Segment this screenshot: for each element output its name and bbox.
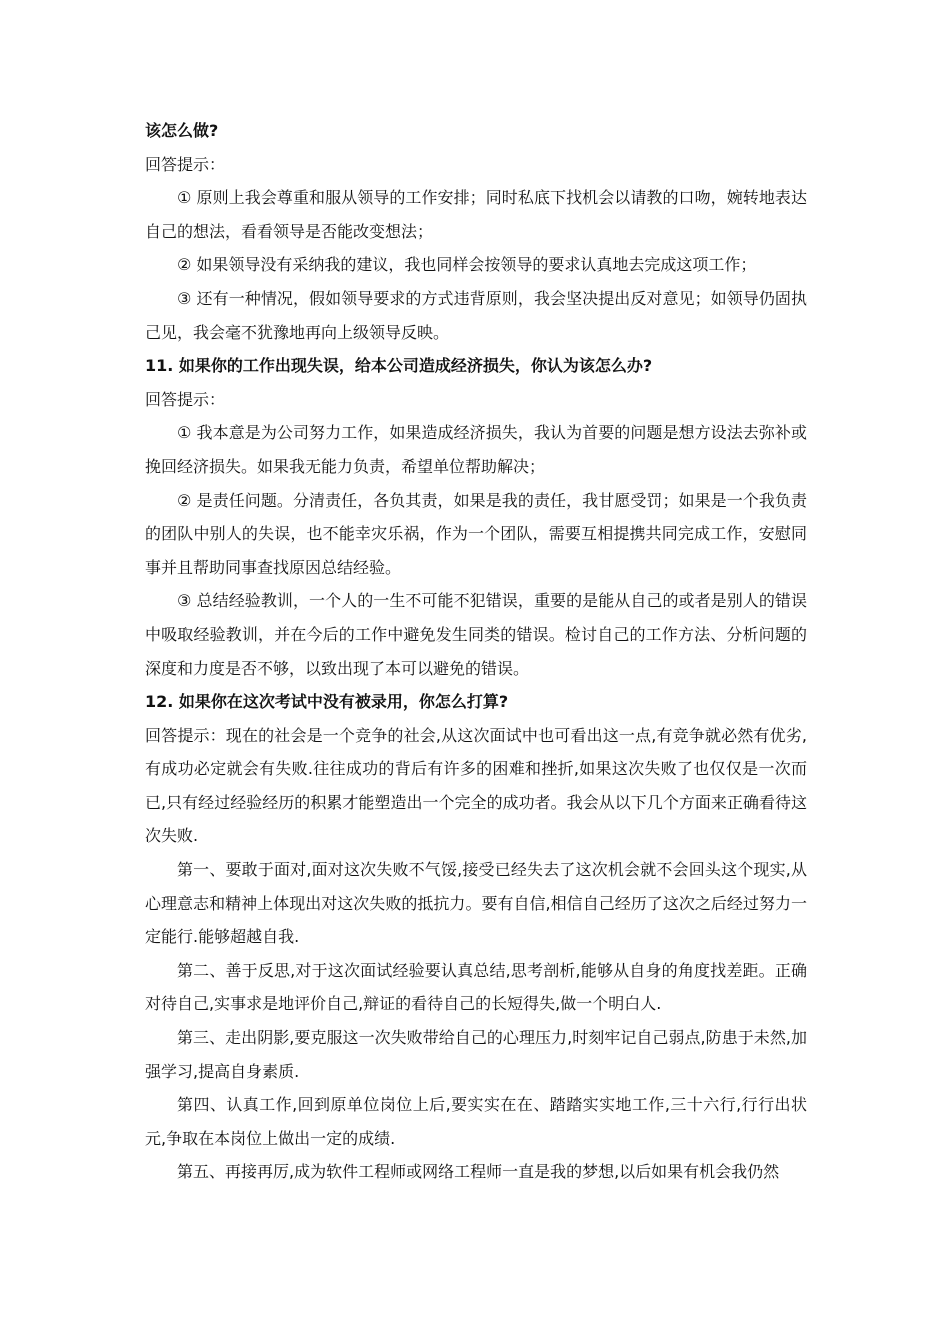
answer-point: 第三、走出阴影,要克服这一次失败带给自己的心理压力,时刻牢记自己弱点,防患于未然,加强学习,提高自身素质. — [145, 1028, 807, 1081]
answer-point: ② 如果领导没有采纳我的建议，我也同样会按领导的要求认真地去完成这项工作； — [177, 255, 757, 275]
answer-point: ① 我本意是为公司努力工作，如果造成经济损失，我认为首要的问题是想方设法去弥补或挽回经济损失。如果我无能力负责，希望单位帮助解决； — [145, 423, 807, 476]
answer-hint-label: 回答提示： — [145, 154, 226, 174]
answer-point: ② 是责任问题。分清责任，各负其责，如果是我的责任，我甘愿受罚；如果是一个我负责的团队中别人的失误，也不能幸灾乐祸，作为一个团队，需要互相提携共同完成工作，安慰同事并且帮助同事查找原因总结经验。 — [145, 490, 807, 577]
answer-hint-paragraph: 回答提示：现在的社会是一个竞争的社会,从这次面试中也可看出这一点,有竞争就必然有优劣,有成功必定就会有失败.往往成功的背后有许多的困难和挫折,如果这次失败了也仅仅是一次而已,只有经过经验经历的积累才能塑造出一个完全的成功者。我会从以下几个方面来正确看待这次失败. — [145, 725, 807, 846]
answer-point: 第四、认真工作,回到原单位岗位上后,要实实在在、踏踏实实地工作,三十六行,行行出状元,争取在本岗位上做出一定的成绩. — [145, 1095, 807, 1148]
answer-point: 第二、善于反思,对于这次面试经验要认真总结,思考剖析,能够从自身的角度找差距。正确对待自己,实事求是地评价自己,辩证的看待自己的长短得失,做一个明白人. — [145, 960, 807, 1014]
document-body — [145, 114, 807, 1189]
question-continuation: 该怎么做? — [145, 121, 219, 140]
question-heading-11: 11. 如果你的工作出现失误，给本公司造成经济损失，你认为该怎么办? — [145, 356, 653, 376]
question-heading-12: 12. 如果你在这次考试中没有被录用，你怎么打算? — [145, 692, 509, 712]
answer-point: ③ 还有一种情况，假如领导要求的方式违背原则，我会坚决提出反对意见；如领导仍固执己见，我会毫不犹豫地再向上级领导反映。 — [145, 288, 807, 342]
answer-hint-label: 回答提示： — [145, 389, 226, 409]
answer-point: 第一、要敢于面对,面对这次失败不气馁,接受已经失去了这次机会就不会回头这个现实,从心理意志和精神上体现出对这次失败的抵抗力。要有自信,相信自己经历了这次之后经过努力一定能行.能够超越自我. — [145, 860, 807, 947]
answer-point: ① 原则上我会尊重和服从领导的工作安排；同时私底下找机会以请教的口吻，婉转地表达自己的想法，看看领导是否能改变想法； — [145, 188, 807, 241]
answer-point: ③ 总结经验教训，一个人的一生不可能不犯错误，重要的是能从自己的或者是别人的错误中吸取经验教训，并在今后的工作中避免发生同类的错误。检讨自己的工作方法、分析问题的深度和力度是否不够，以致出现了本可以避免的错误。 — [145, 591, 807, 678]
answer-point: 第五、再接再厉,成为软件工程师或网络工程师一直是我的梦想,以后如果有机会我仍然 — [177, 1162, 780, 1182]
